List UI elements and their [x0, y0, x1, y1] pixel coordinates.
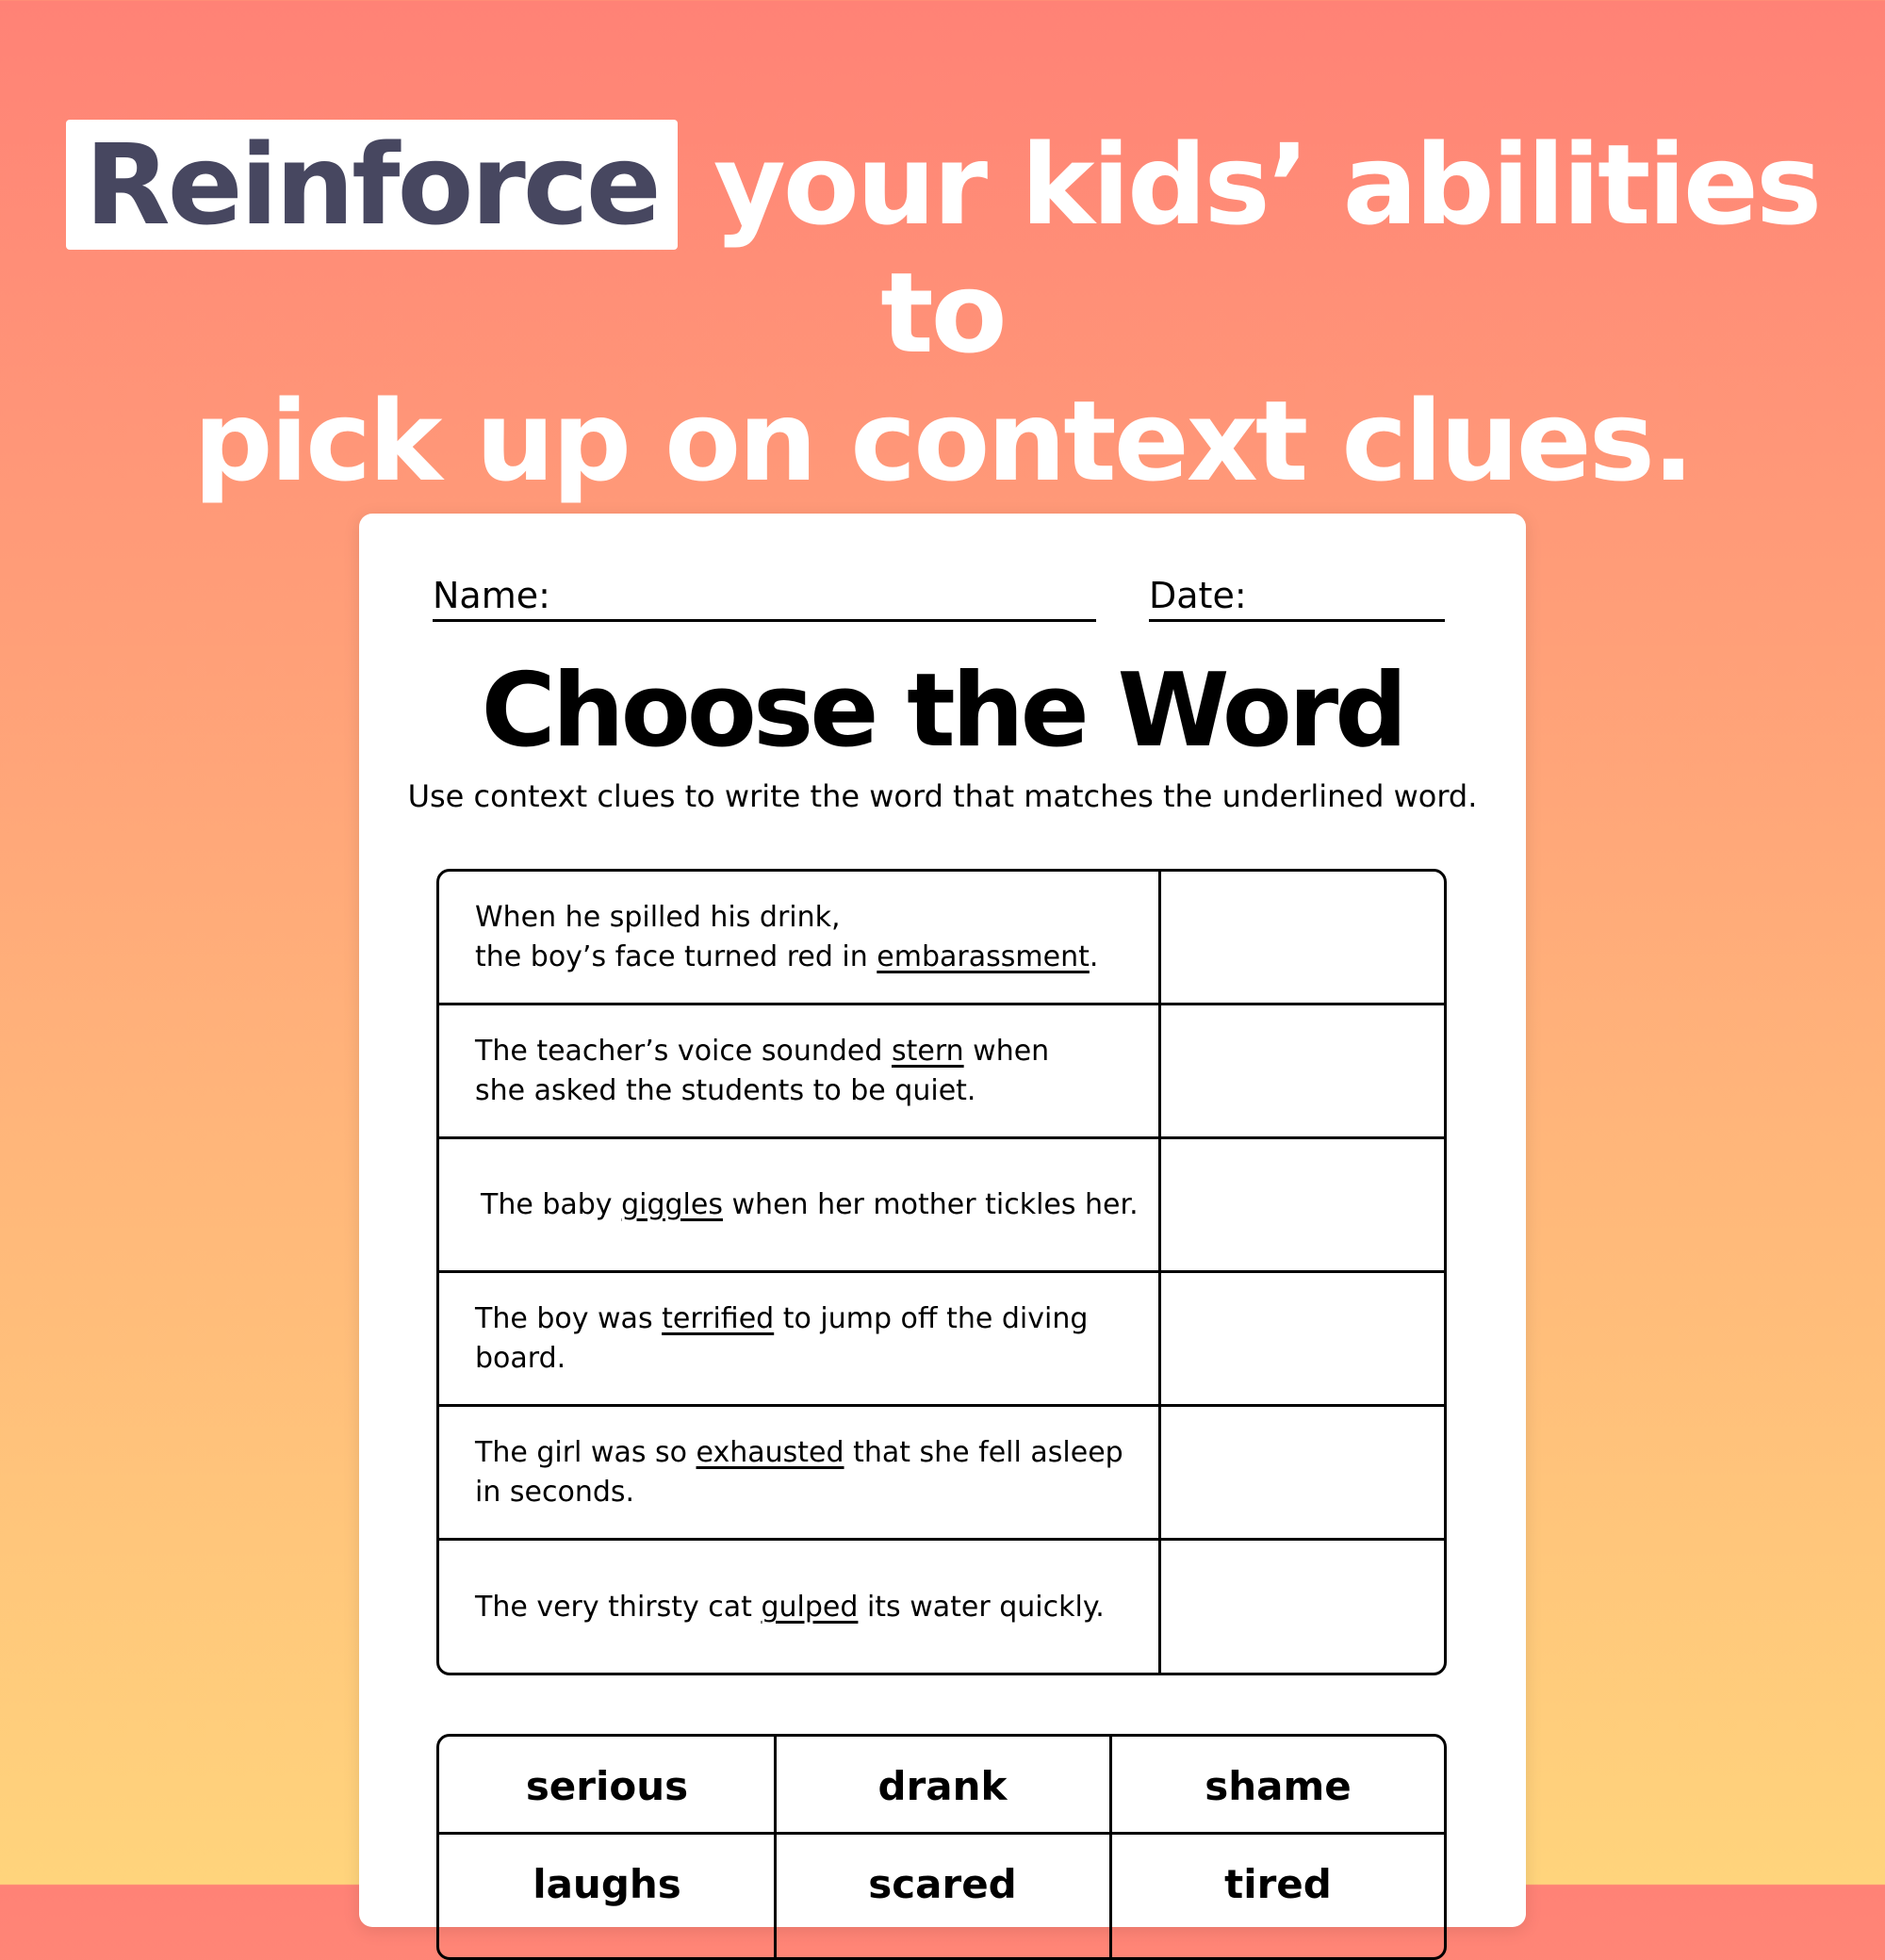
underlined-word: embarassment	[877, 939, 1090, 973]
question-text	[439, 872, 1161, 1003]
worksheet-instructions: Use context clues to write the word that matches the underlined word.	[407, 778, 1478, 814]
question-text	[439, 1005, 1161, 1136]
sentence-text: The baby	[481, 1187, 622, 1221]
question-text	[439, 1407, 1161, 1538]
word-bank-cell: drank	[877, 1762, 1008, 1809]
date-label: Date:	[1149, 575, 1247, 616]
sentence-text: in seconds.	[475, 1475, 635, 1509]
headline-line-2: pick up on context clues.	[193, 376, 1692, 506]
answer-box[interactable]	[1161, 1407, 1444, 1538]
question-row-6	[439, 1541, 1444, 1674]
sentence-text: the boy’s face turned red in	[475, 939, 877, 973]
headline-line-1	[0, 121, 1885, 377]
word-bank-cell: tired	[1224, 1860, 1332, 1907]
name-line[interactable]	[433, 619, 1096, 622]
answer-box[interactable]	[1161, 1005, 1444, 1136]
sentence-text: to jump off the diving	[774, 1301, 1089, 1335]
question-row-3	[439, 1139, 1444, 1273]
answer-box[interactable]	[1161, 1273, 1444, 1404]
sentence-text: board.	[475, 1341, 566, 1375]
sentence-text: when her mother tickles her.	[722, 1187, 1139, 1221]
sentence-text: when	[963, 1034, 1050, 1068]
sentence-text: The girl was so	[475, 1435, 697, 1469]
underlined-word: exhausted	[696, 1435, 844, 1469]
sentence-text: The very thirsty cat	[475, 1591, 762, 1624]
question-row-5	[439, 1407, 1444, 1541]
word-bank-cell: serious	[525, 1762, 689, 1809]
question-row-4	[439, 1273, 1444, 1407]
headline	[0, 121, 1885, 505]
question-text	[439, 1541, 1161, 1674]
sentence-text: she asked the students to be quiet.	[475, 1073, 976, 1107]
worksheet-title: Choose the Word	[481, 652, 1404, 770]
word-bank-cell: scared	[868, 1860, 1017, 1907]
sentence-text: The teacher’s voice sounded	[475, 1034, 892, 1068]
word-bank-cell: laughs	[533, 1860, 681, 1907]
underlined-word: stern	[891, 1034, 964, 1068]
question-row-1	[439, 872, 1444, 1005]
sentence-text: that she fell asleep	[844, 1435, 1123, 1469]
sentence-text: .	[1089, 939, 1099, 973]
question-text	[439, 1139, 1161, 1270]
headline-highlight: Reinforce	[66, 120, 678, 250]
sentence-text: When he spilled his drink,	[475, 900, 841, 934]
underlined-word: gulped	[761, 1591, 859, 1624]
name-label: Name:	[433, 575, 550, 616]
answer-box[interactable]	[1161, 872, 1444, 1003]
sentence-text: its water quickly.	[858, 1591, 1105, 1624]
question-text	[439, 1273, 1161, 1404]
underlined-word: terrified	[662, 1301, 775, 1335]
word-bank	[436, 1734, 1447, 1960]
sentence-text: The boy was	[475, 1301, 663, 1335]
underlined-word: giggles	[621, 1187, 723, 1221]
answer-box[interactable]	[1161, 1139, 1444, 1270]
headline-line-1-rest: your kids’ abilities to	[713, 120, 1820, 378]
date-line[interactable]	[1149, 619, 1445, 622]
answer-box[interactable]	[1161, 1541, 1444, 1674]
question-table	[436, 869, 1447, 1675]
question-row-2	[439, 1005, 1444, 1139]
word-bank-cell: shame	[1205, 1762, 1352, 1809]
